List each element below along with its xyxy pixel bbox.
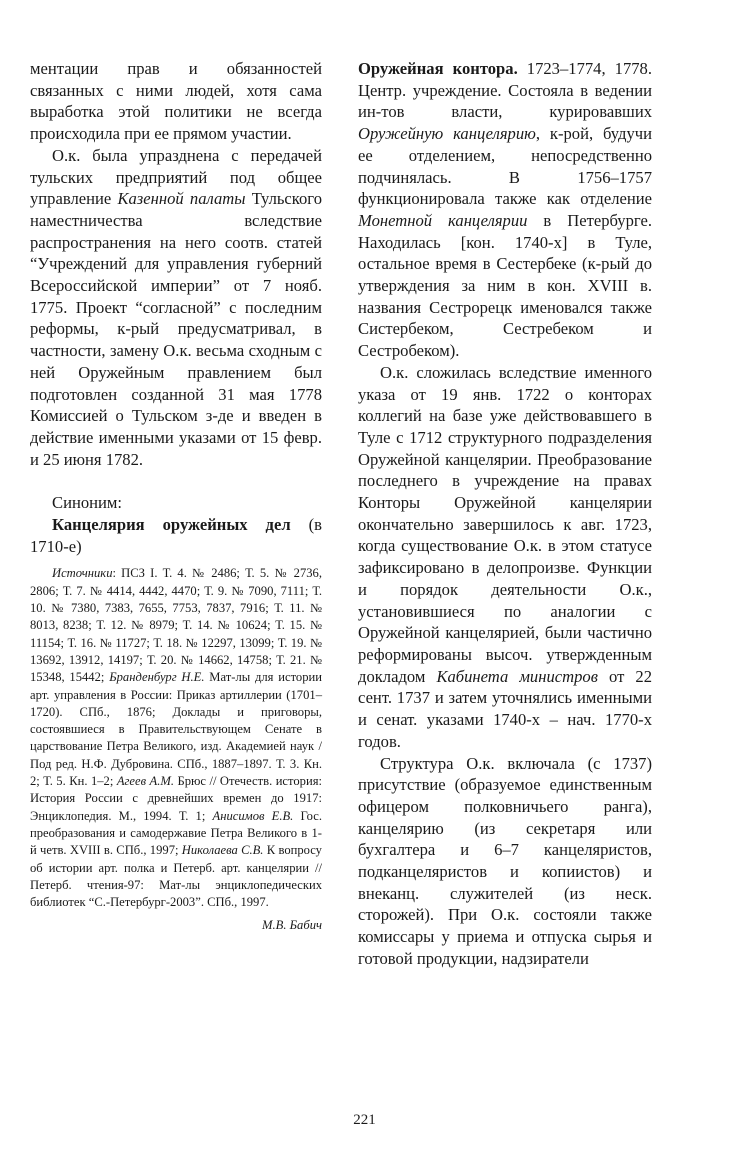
author-ref: Анисимов Е.В. [212,808,294,823]
left-column [30,58,322,934]
author-ref: Николаева С.В. [181,843,264,858]
emphasis: Монетной канцелярии [358,210,528,230]
synonym-label: Синоним: [52,493,122,513]
sources-label: Источники [52,566,113,581]
synonym-entry: Канцелярия оружейных дел (в 1710-е) [30,515,322,556]
paragraph: Структура О.к. включала (с 1737) присутствие (образуемое единственным офицером полковничьего ранга), канцелярию (из секретаря или бухгалтера и 6–7 канцеляристов, подканцеляристов и копиистов) и внеканц. служителей (из неск. сторожей). При О.к. состояли также комиссары у приема и отпуска сырья и готовой продукции, надзиратели [358,753,652,968]
sources-block: Источники: ПСЗ I. Т. 4. № 2486; Т. 5. № 2736, 2806; Т. 7. № 4414, 4442, 4470; Т. 9. № 7090, 7111; Т. 10. № 7380, 7383, 7655, 7753, 7837, 7916; Т. 11. № 8013, 8238; Т. 12. № 8979; Т. 14. № 10624; Т. 15. № 11154; Т. 16. № 11727; Т. 18. № 12297, 13099; Т. 19. № 13692, 13912, 14197; Т. 20. № 14662, 14758; Т. 21. № 15348, 15442; Бранденбург Н.Е. Мат-лы для истории арт. управления в России: Приказ артиллерии (1701– 1720). СПб., 1876; Доклады и приговоры, состоявшиеся в Правительствующем Сенате в царствование Петра Великого, изд. Академией наук / Под ред. Н.Ф. Дубровина. СПб., 1887–1897. Т. 3. Кн. 2; Т. 5. Кн. 1–2; Агеев А.М. Брюс // Отечеств. история: История России с древнейших времен до 1917: Энциклопедия. М., 1994. Т. 1; Анисимов Е.В. Гос. преобразования и самодержавие Петра Великого в 1-й четв. XVIII в. СПб., 1997; Николаева С.В. К вопросу об истории арт. полка и Петерб. арт. канцелярии // Петерб. чтения-97: Мат-лы энциклопедических библиотек “С.-Петербург-2003”. СПб., 1997. [30,566,323,910]
paragraph: О.к. сложилась вследствие именного указа от 19 янв. 1722 о конторах коллегий на базе уже действовавшего в Туле с 1712 структурного подразделения Оружейной канцелярии. Преобразование последнего в учреждение на правах Конторы Оружейной канцелярии окончательно завершилось к авг. 1723, когда существование О.к. в этом статусе зафиксировано в делопроизве. Функции и порядок деятельности О.к., установившиеся по аналогии с Оружейной канцелярией, были частично реформированы высоч. утвержденным докладом Кабинета министров от 22 сент. 1737 и затем уточнялись именными и сенат. указами 1740-х – нач. 1770-х годов. [358,362,652,751]
author-ref: Бранденбург Н.Е. [109,670,205,685]
synonym-name: Канцелярия оружейных дел [52,515,291,535]
paragraph: О.к. была упразднена с передачей тульских предприятий под общее управление Казенной палаты Тульского наместничества вследствие распространения на него соотв. статей “Учреждений для управления губерний Всероссийской империи” от 7 нояб. 1775. Проект “согласной” с последним реформы, к-рый предусматривал, в частности, замену О.к. весьма сходным с ней Оружейным правлением был подготовлен созданной 31 мая 1778 Комиссией о Тульском з-де и введен в действие именными указами от 15 февр. и 25 июня 1782. [30,145,322,469]
emphasis: Оружейную канцелярию [358,124,536,144]
article-entry: Оружейная контора. 1723–1774, 1778. Центр. учреждение. Состояла в ведении ин-тов власти, курировавших Оружейную канцелярию, к-рой, будучи ее отделением, непосредственно подчинялась. В 1756–1757 функционировала также как отделение Монетной канцелярии в Петербурге. Находилась [кон. 1740-х] в Туле, остальное время в Сестербеке (к-рый до утверждения за ним в кон. XVIII в. названия Сестрорецк именовался также Систербеком, Сестребеком и Сестробеком). [358,59,653,361]
emphasis: Казенной палаты [117,189,246,209]
paragraph: ментации прав и обязанностей связанных с ними людей, хотя сама выработка этой политики не всегда происходила при ее прямом участии. [30,59,322,144]
author-ref: Агеев А.М. [116,774,175,789]
emphasis: Кабинета министров [436,666,598,686]
article-author: М.В. Бабич [262,918,322,933]
right-column [358,58,652,970]
article-heading: Оружейная контора. [358,59,518,78]
page-number: 221 [353,1112,376,1128]
